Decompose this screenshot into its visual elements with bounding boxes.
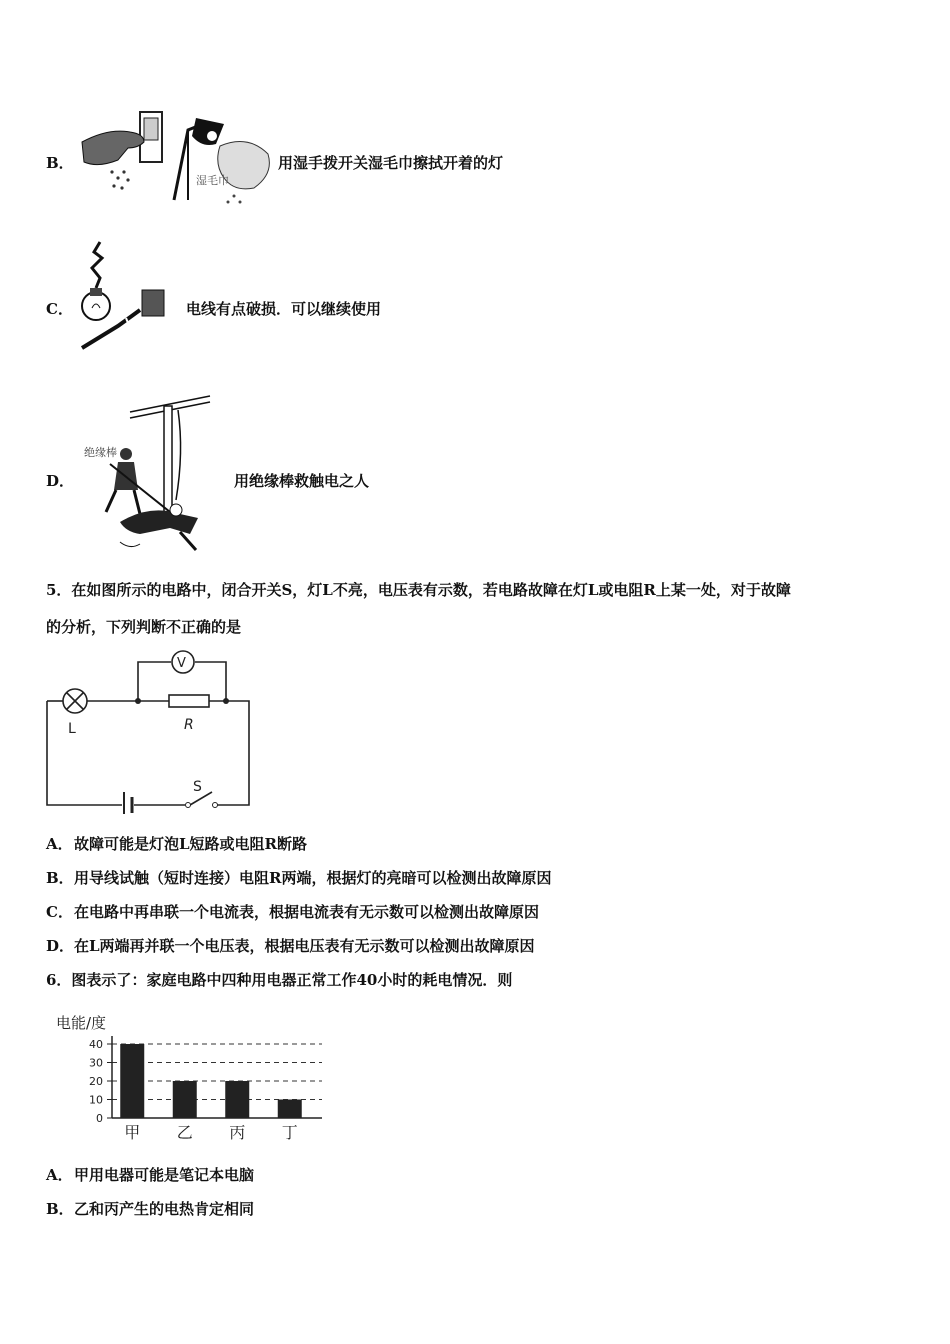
- q5-option-d-text: 在L两端再并联一个电压表，根据电压表有无示数可以检测出故障原因: [74, 937, 535, 955]
- question6-stem: 6．图表示了：家庭电路中四种用电器正常工作40小时的耗电情况．则: [46, 971, 513, 989]
- q6-option-a-text: 甲用电器可能是笔记本电脑: [74, 1166, 255, 1184]
- switch-label: S: [193, 779, 202, 795]
- q5-option-b-letter: B．: [46, 869, 74, 887]
- chart-bar: [278, 1100, 302, 1119]
- q5-option-c-letter: C．: [46, 903, 73, 921]
- chart-y-tick-label: 0: [96, 1112, 103, 1125]
- chart-y-axis-label: 电能/度: [56, 1014, 107, 1032]
- wet-hand-switch-illustration: [78, 108, 278, 208]
- energy-bar-chart: [50, 1008, 340, 1148]
- q5-option-b-text: 用导线试触（短时连接）电阻R两端，根据灯的亮暗可以检测出故障原因: [74, 869, 552, 887]
- chart-bar: [120, 1044, 144, 1118]
- option-d-letter: D．: [46, 472, 75, 490]
- chart-x-tick-label: 甲: [124, 1123, 141, 1142]
- question5-stem-line2: 的分析，下列判断不正确的是: [46, 618, 242, 636]
- resistor-label: R: [184, 717, 194, 733]
- chart-bar: [225, 1081, 249, 1118]
- chart-y-tick-label: 40: [89, 1038, 103, 1051]
- chart-y-tick-label: 20: [89, 1075, 103, 1088]
- option-c-letter: C．: [46, 300, 73, 318]
- lamp-label: L: [68, 721, 76, 737]
- q5-option-a-text: 故障可能是灯泡L短路或电阻R断路: [74, 835, 308, 853]
- towel-label: 湿毛巾: [196, 174, 229, 187]
- resistor-symbol: [169, 695, 209, 707]
- insulated-rod-rescue-illustration: [80, 392, 220, 558]
- junction-left: [135, 698, 141, 704]
- rod-label: 绝缘棒: [84, 446, 117, 459]
- q6-option-b-letter: B．: [46, 1200, 74, 1218]
- q5-option-c-text: 在电路中再串联一个电流表，根据电流表有无示数可以检测出故障原因: [74, 903, 540, 921]
- damaged-wire-illustration: [78, 238, 178, 354]
- q5-option-a-letter: A．: [46, 835, 73, 853]
- option-b-letter: B．: [46, 154, 74, 172]
- option-b-text: 用湿手拨开关湿毛巾擦拭开着的灯: [278, 154, 504, 172]
- chart-x-tick-label: 丁: [281, 1123, 298, 1142]
- chart-bar: [173, 1081, 197, 1118]
- chart-x-tick-label: 乙: [176, 1123, 193, 1142]
- chart-x-tick-label: 丙: [229, 1123, 246, 1142]
- chart-y-tick-label: 10: [89, 1093, 103, 1107]
- question5-stem-line1: 5．在如图所示的电路中，闭合开关S，灯L不亮，电压表有示数，若电路故障在灯L或电阻R上某一处，对于故障: [46, 581, 791, 599]
- lamp-symbol: [63, 689, 87, 713]
- q6-option-a-letter: A．: [46, 1166, 73, 1184]
- junction-right: [223, 698, 229, 704]
- chart-y-tick-label: 30: [89, 1056, 103, 1070]
- q6-option-b-text: 乙和丙产生的电热肯定相同: [74, 1200, 255, 1218]
- option-c-text: 电线有点破损．可以继续使用: [186, 300, 382, 318]
- voltmeter-label: V: [177, 656, 186, 671]
- option-d-text: 用绝缘棒救触电之人: [234, 472, 370, 490]
- q5-option-d-letter: D．: [46, 937, 75, 955]
- circuit-diagram: [40, 648, 260, 814]
